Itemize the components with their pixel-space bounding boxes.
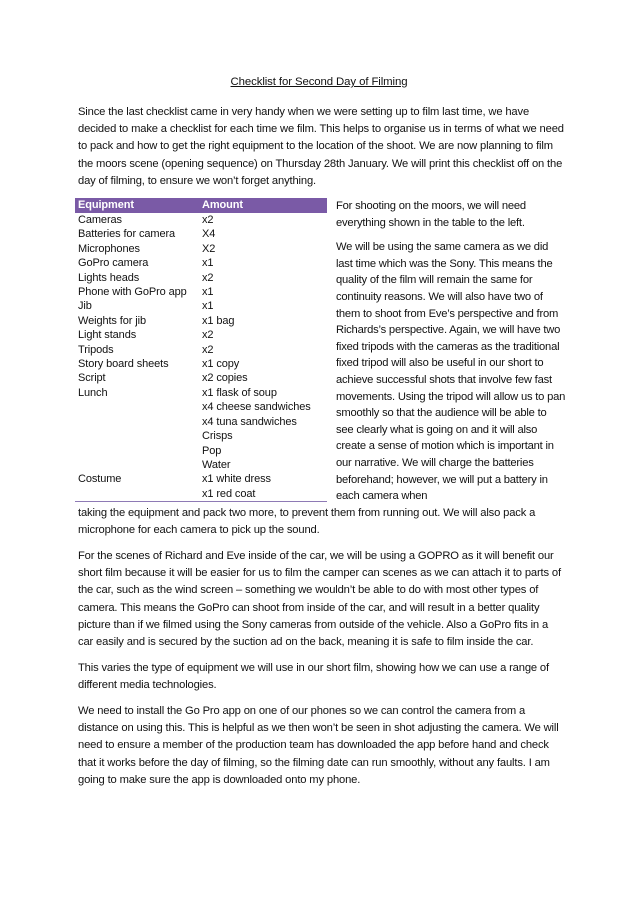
equipment-item: Batteries for camera — [78, 228, 176, 241]
amount-line: Crisps — [202, 430, 233, 443]
equipment-amount — [199, 271, 327, 285]
equipment-item: Lunch — [78, 386, 108, 399]
intro-paragraph: Since the last checklist came in very handy when we were setting up to film last time, we have decided to make a checklist for each time we film. This helps to organise us in terms of what we need to pack and how to get the right equipment to the location of the shoot. We are now planning to film the moors scene (opening sequence) on Thursday 28th January. We will print this checklist off on the day of filming, to ensure we won’t forget anything. — [78, 106, 564, 187]
amount-line: x2 — [202, 329, 214, 342]
equipment-item: Costume — [75, 472, 199, 501]
equipment-amount — [199, 242, 327, 256]
equipment-amount — [199, 328, 327, 342]
equipment-amount — [199, 227, 327, 241]
table-row — [75, 357, 327, 371]
equipment-amount — [199, 299, 327, 313]
equipment-item: GoPro camera — [78, 257, 149, 270]
equipment-table — [75, 198, 327, 502]
amount-line: x2 copies — [202, 372, 248, 385]
amount-line: x1 red coat — [202, 487, 256, 500]
amount-line: x1 — [202, 257, 214, 270]
table-row — [75, 472, 327, 501]
table-row — [75, 343, 327, 357]
equipment-item: Light stands — [78, 329, 137, 342]
equipment-amount — [199, 472, 327, 501]
table-row — [75, 271, 327, 285]
table-row — [75, 371, 327, 385]
side-paragraph-2: We will be using the same camera as we did last time which was the Sony. This means the quality of the film will remain the same for continuity reasons. We will also have two of them to shoot from Eve’s perspective and from Richards’s perspective. Again, we will have two fixed tripods with the cameras as the traditional fixed tripod will also be useful in our short to achieve successful shots that involve few fast movements. Using the tripod will allow us to pan smoothly so that the audience will be able to see clearly what is going on and it will also create a sense of motion which is important in our narrative. We will charge the batteries beforehand; however, we will put a battery in each camera when — [336, 241, 566, 503]
equipment-table-body — [75, 213, 327, 502]
equipment-item: Cameras — [78, 214, 122, 226]
amount-line: X2 — [202, 242, 216, 255]
amount-line: X4 — [202, 228, 216, 241]
equipment-amount — [199, 256, 327, 270]
equipment-amount — [199, 213, 327, 227]
amount-line: Pop — [202, 444, 222, 457]
amount-line: x1 bag — [202, 314, 235, 327]
equipment-amount — [199, 343, 327, 357]
amount-line: x4 tuna sandwiches — [202, 415, 297, 428]
amount-line: x4 cheese sandwiches — [202, 401, 311, 414]
equipment-item: Story board sheets — [78, 358, 169, 371]
table-header-row — [75, 198, 327, 213]
gopro-car-paragraph: For the scenes of Richard and Eve inside of the car, we will be using a GOPRO as it will benefit our short film because it will be easier for us to film the camper can scenes as we can attach it to parts of the car, such as the wind screen – something we wouldn’t be able to do with most other types of camera. This means the GoPro can shoot from inside of the car, and will result in a better quality picture than if we filmed using the Sony cameras from outside of the vehicle. Also a GoPro fits in a car easily and is secured by the suction ad on the back, meaning it is safe to film inside the car. — [78, 550, 561, 649]
equipment-amount — [199, 314, 327, 328]
table-row — [75, 242, 327, 256]
gopro-app-paragraph: We need to install the Go Pro app on one of our phones so we can control the camera from a distance on using this. This is helpful as we then won’t be seen in shot adjusting the camera. We will need to ensure a member of the production team has downloaded the app before hand and check that it works before the day of filming, so the filming date can run smoothly, without any faults. I am going to make sure the app is downloaded onto my phone. — [78, 705, 559, 786]
equipment-amount — [199, 357, 327, 371]
equipment-item: Tripods — [78, 343, 114, 356]
amount-line: x2 — [202, 214, 214, 226]
header-amount: Amount — [199, 198, 327, 213]
amount-line: x1 copy — [202, 358, 240, 371]
table-row — [75, 328, 327, 342]
equipment-item: Microphones — [78, 242, 140, 255]
right-column — [336, 198, 566, 513]
amount-line: x1 — [202, 300, 214, 313]
equipment-amount — [199, 386, 327, 472]
amount-line: Water — [202, 458, 231, 471]
equipment-amount — [199, 371, 327, 385]
amount-line: x1 white dress — [202, 473, 271, 486]
table-row — [75, 227, 327, 241]
equipment-item: Phone with GoPro app — [78, 286, 187, 299]
amount-line: x2 — [202, 343, 214, 356]
equipment-variety-paragraph: This varies the type of equipment we will use in our short film, showing how we can use a range of different media technologies. — [78, 662, 549, 692]
document-title: Checklist for Second Day of Filming — [230, 76, 408, 88]
amount-line: x1 flask of soup — [202, 386, 277, 399]
amount-line: x2 — [202, 271, 214, 284]
table-row — [75, 386, 327, 472]
equipment-amount — [199, 285, 327, 299]
equipment-item: Weights for jib — [78, 314, 146, 327]
side-paragraph-1: For shooting on the moors, we will need everything shown in the table to the left. — [336, 200, 526, 229]
equipment-item: Script — [78, 372, 106, 385]
table-row — [75, 256, 327, 270]
continuation-paragraph: taking the equipment and pack two more, to prevent them from running out. We will also pack a microphone for each camera to pick up the sound. — [78, 507, 536, 537]
header-equipment: Equipment — [75, 198, 199, 213]
table-row — [75, 314, 327, 328]
equipment-item: Lights heads — [78, 271, 140, 284]
equipment-item: Jib — [78, 300, 92, 313]
table-row — [75, 299, 327, 313]
amount-line: x1 — [202, 286, 214, 299]
table-row — [75, 213, 327, 227]
table-row — [75, 285, 327, 299]
